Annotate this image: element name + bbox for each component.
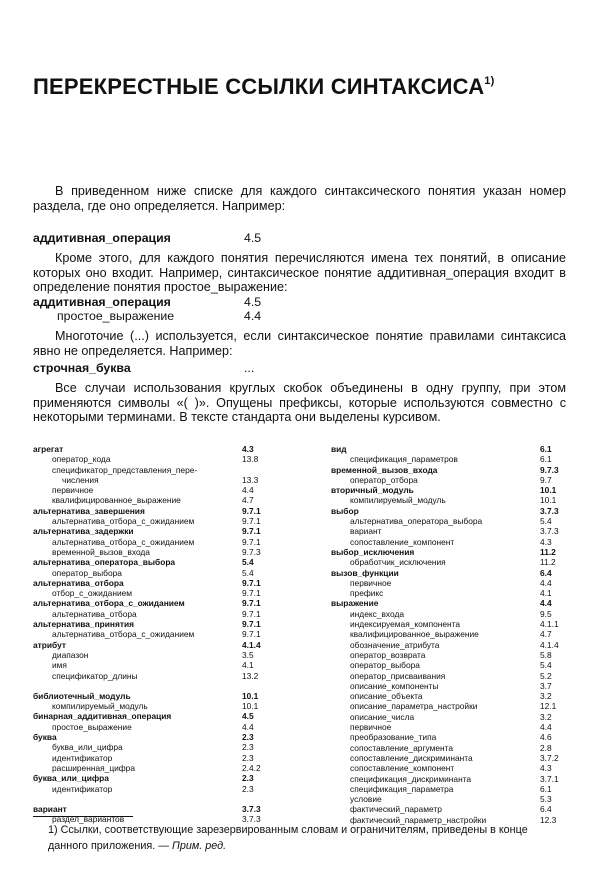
index-entry-heading <box>331 465 576 475</box>
index-entry-heading <box>33 506 278 516</box>
index-entry <box>331 537 576 547</box>
index-section-number: 3.2 <box>540 691 552 702</box>
index-section-number: 5.4 <box>242 557 254 568</box>
index-entry <box>33 722 278 732</box>
index-section-number: 4.4 <box>242 485 254 496</box>
index-term: компилируемый_модуль <box>52 701 148 712</box>
index-term: имя <box>52 660 67 671</box>
index-entry-heading <box>33 640 278 650</box>
index-section-number: 9.5 <box>540 608 552 619</box>
index-entry <box>33 753 278 763</box>
index-section-number: 3.7.3 <box>540 505 559 516</box>
index-entry-heading <box>331 485 576 495</box>
intro-paragraph-2: Кроме этого, для каждого понятия перечисляются имена тех понятий, в описание которых оно входит. Например, синтаксическое понятие аддитивная_операция входит в определение понятия простое_выражение: <box>33 251 566 295</box>
index-entry <box>331 660 576 670</box>
example-2-sub-term: простое_выражение <box>57 309 175 323</box>
index-section-number: 4.4 <box>242 721 254 732</box>
footnote-mark: 1) <box>48 824 58 836</box>
index-section-number: 11.2 <box>540 546 556 557</box>
example-1-number: 4.5 <box>244 231 262 245</box>
index-term: альтернатива_отбора <box>33 577 124 588</box>
index-term: квалифицированное_выражение <box>52 495 181 506</box>
index-entry <box>331 701 576 711</box>
title-footnote-mark: 1) <box>484 75 495 87</box>
index-section-number: 2.3 <box>242 773 254 784</box>
index-section-number: 4.4 <box>540 598 552 609</box>
index-term: оператор_выбора <box>52 567 122 578</box>
index-section-number: 6.4 <box>540 804 552 815</box>
index-entry <box>33 609 278 619</box>
index-entry <box>331 650 576 660</box>
index-section-number: 9.7.1 <box>242 505 261 516</box>
index-gap <box>33 794 278 804</box>
footnote <box>48 822 568 854</box>
index-entry <box>331 619 576 629</box>
index-term: спецификатор_длины <box>52 670 138 681</box>
index-term: оператор_кода <box>52 454 111 465</box>
index-term: вариант <box>350 526 382 537</box>
index-section-number: 3.7.3 <box>242 814 261 825</box>
index-section-number: 9.7.3 <box>540 464 559 475</box>
index-entry <box>331 784 576 794</box>
index-entry <box>331 743 576 753</box>
index-entry-heading <box>33 526 278 536</box>
index-term: оператор_отбора <box>350 474 418 485</box>
index-term: выбор_исключения <box>331 546 415 557</box>
index-entry-heading <box>33 619 278 629</box>
index-term: индекс_входа <box>350 608 405 619</box>
index-term: описание_числа <box>350 711 415 722</box>
index-term: описание_объекта <box>350 691 423 702</box>
index-term: буква_или_цифра <box>33 773 109 784</box>
index-section-number: 2.3 <box>242 742 254 753</box>
index-term: альтернатива_задержки <box>33 526 134 537</box>
index-entry <box>331 588 576 598</box>
index-entry <box>33 742 278 752</box>
index-term: квалифицированное_выражение <box>350 629 479 640</box>
example-2-number: 4.5 <box>244 295 262 309</box>
index-term: фактический_параметр <box>350 804 442 815</box>
index-section-number: 4.4 <box>540 577 552 588</box>
index-entry <box>331 578 576 588</box>
index-entry <box>33 495 278 505</box>
index-term: преобразование_типа <box>350 732 437 743</box>
index-section-number: 4.3 <box>540 536 552 547</box>
index-term: временной_вызов_входа <box>52 546 150 557</box>
index-term: первичное <box>350 722 392 733</box>
index-term: оператор_присваивания <box>350 670 446 681</box>
index-entry-heading <box>331 506 576 516</box>
index-entry-heading <box>33 732 278 742</box>
index-section-number: 13.8 <box>242 454 259 465</box>
index-term: вызов_функции <box>331 567 399 578</box>
index-section-number: 13.2 <box>242 670 259 681</box>
index-section-number: 5.8 <box>540 649 552 660</box>
index-entry <box>331 640 576 650</box>
index-term: вариант <box>33 803 67 814</box>
index-term: индексируемая_компонента <box>350 619 461 630</box>
index-entry <box>33 454 278 464</box>
index-term: компилируемый_модуль <box>350 495 446 506</box>
index-term: сопоставление_дискриминанта <box>350 752 473 763</box>
index-entry-heading <box>33 691 278 701</box>
index-entry-heading <box>331 547 576 557</box>
index-term: альтернатива_принятия <box>33 619 134 630</box>
index-section-number: 9.7.1 <box>242 577 261 588</box>
index-term: префикс <box>350 588 384 599</box>
index-entry <box>331 732 576 742</box>
index-entry <box>33 465 278 475</box>
index-section-number: 9.7.1 <box>242 588 261 599</box>
index-entry <box>33 650 278 660</box>
index-section-number: 5.2 <box>540 670 552 681</box>
index-term: альтернатива_отбора_с_ожиданием <box>52 516 195 527</box>
index-entry <box>331 609 576 619</box>
index-term: сопоставление_аргумента <box>350 742 454 753</box>
index-entry <box>33 475 278 485</box>
intro-paragraph-1: В приведенном ниже списке для каждого синтаксического понятия указан номер раздела, где оно определяется. Например: <box>33 184 566 213</box>
example-3-number: ... <box>244 361 255 375</box>
index-term: первичное <box>52 485 94 496</box>
example-2-term: аддитивная_операция <box>33 295 171 309</box>
index-section-number: 11.2 <box>540 557 556 568</box>
index-section-number: 4.4 <box>540 722 552 733</box>
index-term: обработчик_исключения <box>350 557 446 568</box>
index-section-number: 2.8 <box>540 742 552 753</box>
index-term: альтернатива_отбора_с_ожиданием <box>52 536 195 547</box>
footnote-editor-note: Прим. ред. <box>172 840 227 852</box>
index-section-number: 9.7.1 <box>242 536 261 547</box>
index-term: идентификатор <box>52 783 113 794</box>
index-section-number: 12.3 <box>540 814 557 825</box>
index-section-number: 4.6 <box>540 732 552 743</box>
index-entry <box>331 454 576 464</box>
index-term: атрибут <box>33 639 66 650</box>
index-entry <box>33 763 278 773</box>
index-term: альтернатива_оператора_выбора <box>33 557 176 568</box>
index-entry <box>331 753 576 763</box>
index-entry <box>331 681 576 691</box>
index-section-number: 4.1.4 <box>242 639 261 650</box>
index-section-number: 6.4 <box>540 567 552 578</box>
index-term: расширенная_цифра <box>52 762 135 773</box>
index-term: описание_компоненты <box>350 680 439 691</box>
index-section-number: 5.4 <box>540 660 552 671</box>
example-1 <box>33 231 171 245</box>
index-section-number: 5.3 <box>540 794 552 805</box>
index-section-number: 5.4 <box>242 567 254 578</box>
index-section-number: 3.2 <box>540 711 552 722</box>
index-section-number: 9.7.1 <box>242 516 261 527</box>
index-section-number: 6.1 <box>540 444 552 454</box>
index-entry <box>331 774 576 784</box>
index-section-number: 3.7.3 <box>540 526 559 537</box>
index-section-number: 10.1 <box>540 495 557 506</box>
index-entry-heading <box>331 568 576 578</box>
index-term: спецификация_дискриминанта <box>350 773 472 784</box>
index-entry <box>331 526 576 536</box>
index-entry <box>33 629 278 639</box>
index-section-number: 13.3 <box>242 474 259 485</box>
index-section-number: 4.5 <box>242 711 254 722</box>
index-entry <box>331 712 576 722</box>
index-entry <box>33 516 278 526</box>
index-section-number: 10.1 <box>540 485 557 496</box>
index-section-number: 4.1 <box>242 660 254 671</box>
index-term: спецификация_параметра <box>350 783 454 794</box>
index-term: альтернатива_отбора_с_ожиданием <box>52 629 195 640</box>
index-section-number: 3.7 <box>540 680 552 691</box>
index-entry <box>33 568 278 578</box>
index-term: агрегат <box>33 444 64 454</box>
index-entry <box>331 629 576 639</box>
index-section-number: 2.4.2 <box>242 762 261 773</box>
index-section-number: 2.3 <box>242 752 254 763</box>
index-term: диапазон <box>52 649 89 660</box>
index-column-right <box>331 444 576 825</box>
index-term: сопоставление_компонент <box>350 763 455 774</box>
index-term: вторичный_модуль <box>331 485 414 496</box>
index-section-number: 2.3 <box>242 783 254 794</box>
index-section-number: 6.1 <box>540 783 552 794</box>
index-entry <box>331 722 576 732</box>
index-entry <box>33 485 278 495</box>
index-section-number: 4.7 <box>242 495 254 506</box>
index-section-number: 12.1 <box>540 701 557 712</box>
index-entry <box>331 495 576 505</box>
example-2-sub-number: 4.4 <box>244 309 262 323</box>
index-entry <box>33 537 278 547</box>
index-entry-heading <box>331 598 576 608</box>
footnote-text: Ссылки, соответствующие зарезервированным словам и ограничителям, приведены в конце данного приложения. — <box>48 824 528 852</box>
index-term: альтернатива_отбора_с_ожиданием <box>33 598 185 609</box>
index-column-left <box>33 444 278 824</box>
example-term: аддитивная_операция <box>33 231 171 245</box>
index-term: фактический_параметр_настройки <box>350 814 487 825</box>
index-entry <box>331 516 576 526</box>
index-term: обозначение_атрибута <box>350 639 440 650</box>
index-term: оператор_возврата <box>350 649 426 660</box>
index-section-number: 9.7.1 <box>242 526 261 537</box>
index-term: простое_выражение <box>52 721 132 732</box>
index-term: буква <box>33 732 57 743</box>
index-term: описание_параметра_настройки <box>350 701 478 712</box>
index-entry <box>33 588 278 598</box>
index-section-number: 4.1 <box>540 588 552 599</box>
index-section-number: 9.7.1 <box>242 619 261 630</box>
index-term: альтернатива_завершения <box>33 505 145 516</box>
index-term: оператор_выбора <box>350 660 420 671</box>
index-term: сопоставление_компонент <box>350 536 455 547</box>
index-term: альтернатива_оператора_выбора <box>350 516 483 527</box>
index-entry <box>331 691 576 701</box>
index-entry-heading <box>33 444 278 454</box>
index-entry-heading <box>33 711 278 721</box>
index-entry <box>331 671 576 681</box>
index-term: раздел_вариантов <box>52 814 125 825</box>
index-entry <box>331 557 576 567</box>
index-term: временной_вызов_входа <box>331 464 438 475</box>
index-entry <box>33 547 278 557</box>
index-entry <box>331 763 576 773</box>
index-section-number: 10.1 <box>242 701 259 712</box>
index-entry-heading <box>33 773 278 783</box>
index-section-number: 3.7.1 <box>540 773 559 784</box>
index-entry <box>331 804 576 814</box>
index-term: альтернатива_отбора <box>52 608 137 619</box>
index-term: бинарная_аддитивная_операция <box>33 711 172 722</box>
index-entry-heading <box>33 578 278 588</box>
index-term: выражение <box>331 598 379 609</box>
index-section-number: 9.7 <box>540 474 552 485</box>
index-term: выбор <box>331 505 359 516</box>
index-section-number: 3.7.2 <box>540 752 559 763</box>
index-entry-heading <box>331 444 576 454</box>
index-entry-heading <box>33 557 278 567</box>
index-term: буква_или_цифра <box>52 742 123 753</box>
index-entry <box>33 671 278 681</box>
index-term: библиотечный_модуль <box>33 690 131 701</box>
index-section-number: 9.7.1 <box>242 608 261 619</box>
index-term: первичное <box>350 577 392 588</box>
index-term: идентификатор <box>52 752 113 763</box>
index-section-number: 9.7.1 <box>242 629 261 640</box>
index-section-number: 10.1 <box>242 690 259 701</box>
index-entry-heading <box>33 804 278 814</box>
intro-paragraph-4: Все случаи использования круглых скобок объединены в одну группу, при этом применяются символы «( )». Опущены префиксы, которые используются совместно с некоторыми терминами. В тексте стандарта они выделены курсивом. <box>33 381 566 425</box>
index-entry <box>33 701 278 711</box>
index-term: отбор_с_ожиданием <box>52 588 133 599</box>
index-term: условие <box>350 794 382 805</box>
page-title: ПЕРЕКРЕСТНЫЕ ССЫЛКИ СИНТАКСИСА$^{1)}$ <box>33 74 495 99</box>
index-term: вид <box>331 444 347 454</box>
index-section-number: 6.1 <box>540 454 552 465</box>
index-section-number: 4.7 <box>540 629 552 640</box>
example-3-term: строчная_буква <box>33 361 131 375</box>
index-section-number: 9.7.1 <box>242 598 261 609</box>
index-section-number: 4.1.1 <box>540 619 559 630</box>
index-gap <box>33 681 278 691</box>
intro-paragraph-3: Многоточие (...) используется, если синтаксическое понятие правилами синтаксиса явно не определяется. Например: <box>33 329 566 358</box>
index-section-number: 9.7.3 <box>242 546 261 557</box>
index-entry <box>331 794 576 804</box>
index-section-number: 5.4 <box>540 516 552 527</box>
index-term: спецификация_параметров <box>350 454 458 465</box>
index-entry <box>33 784 278 794</box>
footnote-rule <box>33 816 133 817</box>
index-entry <box>331 475 576 485</box>
index-term: числения <box>62 474 99 485</box>
index-entry <box>33 660 278 670</box>
index-section-number: 4.1.4 <box>540 639 559 650</box>
index-section-number: 4.3 <box>242 444 254 454</box>
index-term: спецификатор_представления_пере- <box>52 464 198 475</box>
index-section-number: 4.3 <box>540 763 552 774</box>
index-section-number: 3.5 <box>242 649 254 660</box>
index-entry-heading <box>33 598 278 608</box>
index-section-number: 2.3 <box>242 732 254 743</box>
index-section-number: 3.7.3 <box>242 803 261 814</box>
